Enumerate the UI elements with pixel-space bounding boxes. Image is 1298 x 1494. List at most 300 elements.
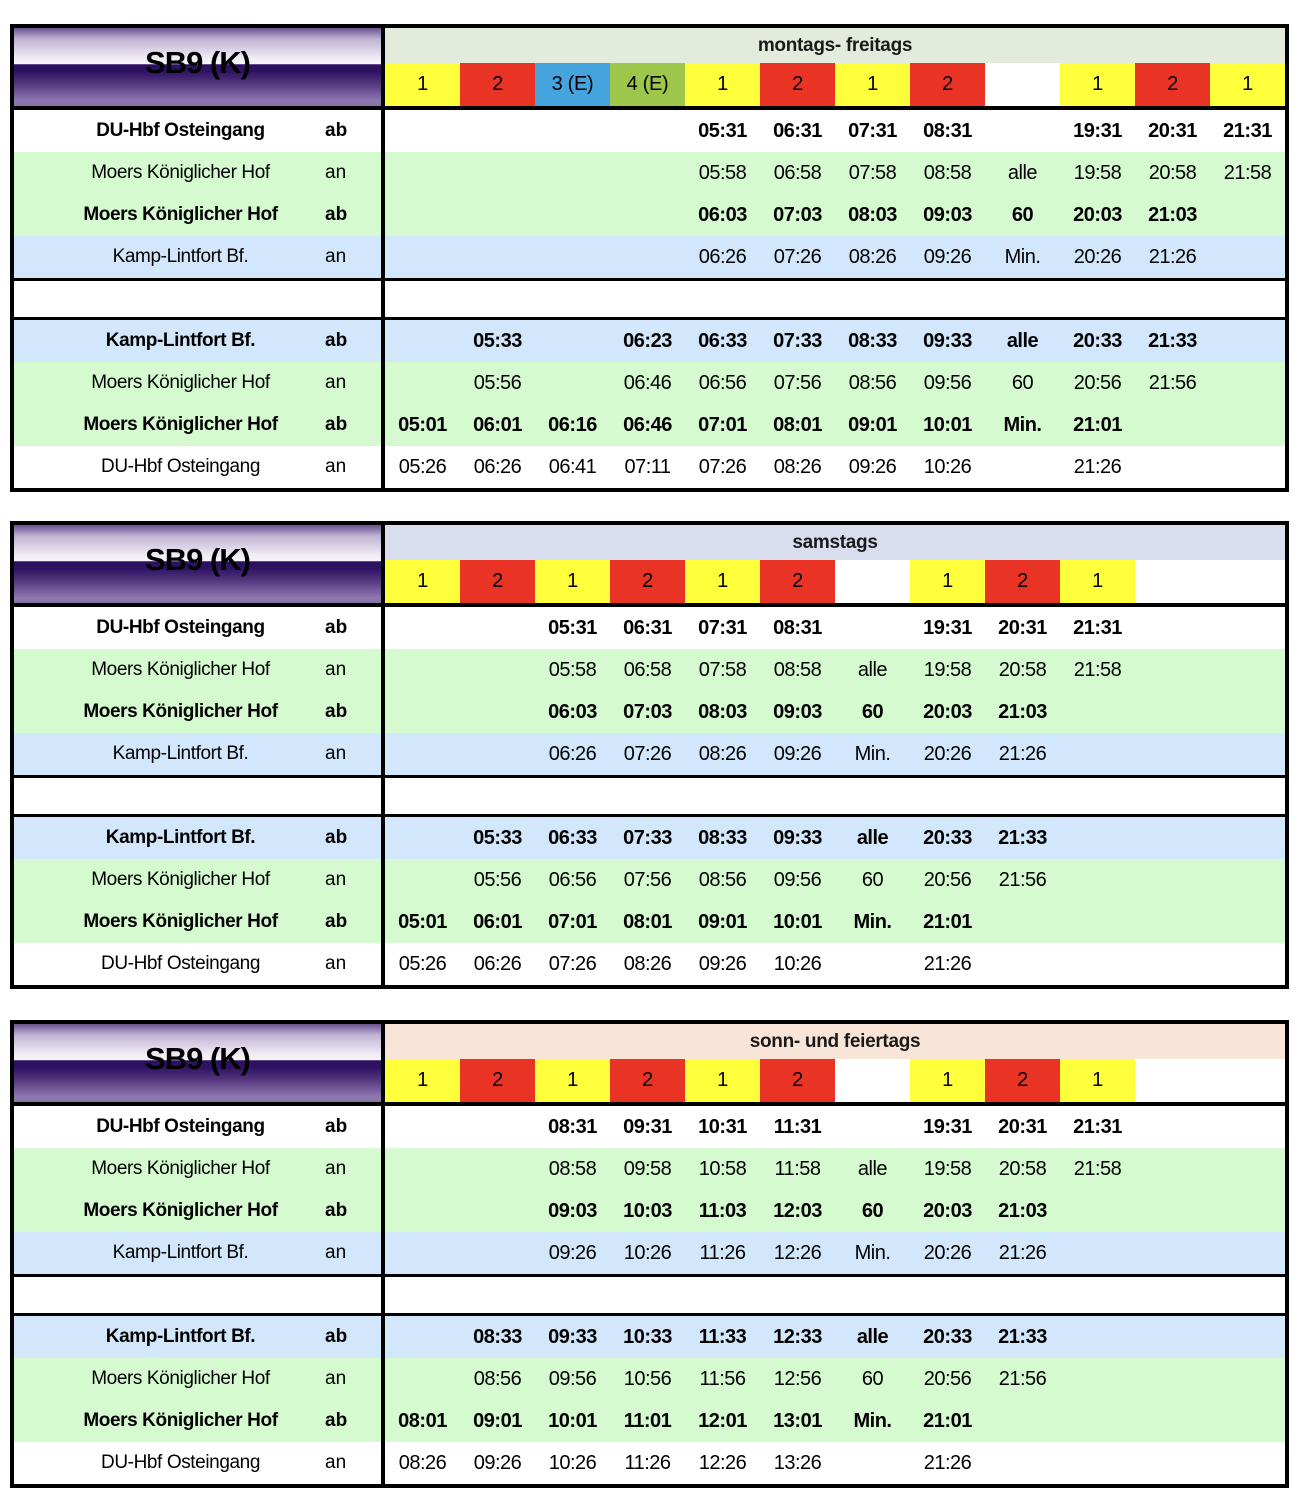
time-cell: 05:26 bbox=[398, 455, 447, 478]
time-cell-empty bbox=[1210, 943, 1285, 985]
time-cell-empty bbox=[1060, 1190, 1135, 1232]
time-cell: 20:03 bbox=[923, 700, 972, 723]
time-cell-empty bbox=[460, 194, 535, 236]
separator-row bbox=[14, 1274, 1285, 1316]
time-cell-empty bbox=[1210, 1316, 1285, 1358]
time-cell: 08:58 bbox=[548, 1157, 597, 1180]
station-cell bbox=[14, 236, 385, 278]
column-header-cell bbox=[1135, 63, 1210, 106]
station-cell bbox=[14, 649, 385, 691]
time-cell-empty bbox=[1060, 691, 1135, 733]
column-header-row bbox=[385, 63, 1285, 106]
station-cell bbox=[14, 691, 385, 733]
table-row bbox=[14, 1442, 1285, 1484]
time-cell: 10:01 bbox=[923, 413, 972, 436]
time-cell: 07:03 bbox=[773, 203, 822, 226]
table-row bbox=[14, 194, 1285, 236]
time-cell: 08:33 bbox=[698, 826, 747, 849]
time-cell-empty bbox=[835, 607, 910, 649]
table-row bbox=[14, 1232, 1285, 1274]
day-label: samstags bbox=[792, 531, 878, 553]
time-cell: 10:58 bbox=[698, 1157, 747, 1180]
time-cell: 06:46 bbox=[623, 371, 672, 394]
column-header-label: 1 bbox=[1092, 570, 1103, 592]
table-header bbox=[14, 525, 1285, 607]
time-cell-empty bbox=[1135, 901, 1210, 943]
time-cell: 09:26 bbox=[473, 1451, 522, 1474]
time-cell: 12:33 bbox=[773, 1325, 822, 1348]
table-row bbox=[14, 1106, 1285, 1148]
station-cell bbox=[14, 152, 385, 194]
column-header-label: 1 bbox=[417, 1069, 428, 1091]
column-header-cell bbox=[1135, 560, 1210, 603]
station-name: Moers Königlicher Hof bbox=[83, 1410, 278, 1431]
time-cell-empty bbox=[985, 1400, 1060, 1442]
direction-label: an bbox=[325, 869, 347, 890]
station-cell bbox=[14, 1190, 385, 1232]
station-name: Moers Königlicher Hof bbox=[91, 659, 270, 680]
time-cell-empty bbox=[385, 194, 460, 236]
column-header-row bbox=[385, 1059, 1285, 1102]
time-cell: Min. bbox=[853, 1409, 892, 1432]
column-header-cell bbox=[910, 1059, 985, 1102]
station-cell bbox=[14, 1316, 385, 1358]
time-cell: 09:56 bbox=[773, 868, 822, 891]
station-cell bbox=[14, 404, 385, 446]
station-cell bbox=[14, 320, 385, 362]
table-row bbox=[14, 691, 1285, 733]
station-cell bbox=[14, 1232, 385, 1274]
time-cell-empty bbox=[385, 1316, 460, 1358]
station-name: Kamp-Lintfort Bf. bbox=[105, 330, 256, 351]
table-row bbox=[14, 1400, 1285, 1442]
time-cell-empty bbox=[610, 236, 685, 278]
time-cell-empty bbox=[985, 110, 1060, 152]
time-cell: 07:01 bbox=[698, 413, 747, 436]
direction-label: ab bbox=[325, 204, 348, 225]
direction-label: an bbox=[325, 246, 347, 267]
time-cell: 60 bbox=[861, 868, 884, 891]
time-cell: 21:31 bbox=[1073, 1115, 1122, 1138]
time-cell: 21:56 bbox=[998, 868, 1047, 891]
station-name: Kamp-Lintfort Bf. bbox=[105, 1326, 256, 1347]
time-cell-empty bbox=[535, 194, 610, 236]
time-cell-empty bbox=[1060, 943, 1135, 985]
time-cell: 07:26 bbox=[548, 952, 597, 975]
time-cell: 19:58 bbox=[923, 1157, 972, 1180]
time-cell-empty bbox=[1135, 649, 1210, 691]
time-cell: 07:31 bbox=[698, 616, 747, 639]
time-cell: alle bbox=[856, 826, 889, 849]
time-cell: 20:33 bbox=[1073, 329, 1122, 352]
time-cell: 21:33 bbox=[998, 826, 1047, 849]
time-cell: 09:33 bbox=[923, 329, 972, 352]
time-cell: 20:26 bbox=[923, 1241, 972, 1264]
station-name: Moers Königlicher Hof bbox=[91, 372, 270, 393]
time-cell: 20:56 bbox=[923, 1367, 972, 1390]
station-cell bbox=[14, 901, 385, 943]
time-cell-empty bbox=[1135, 1190, 1210, 1232]
time-cell: 07:03 bbox=[623, 700, 672, 723]
column-header-cell bbox=[835, 560, 910, 603]
time-cell-empty bbox=[460, 110, 535, 152]
time-cell: 08:56 bbox=[698, 868, 747, 891]
column-header-cell bbox=[1210, 63, 1285, 106]
time-cell-empty bbox=[385, 817, 460, 859]
time-cell-empty bbox=[535, 236, 610, 278]
time-cell-empty bbox=[460, 1232, 535, 1274]
time-cell-empty bbox=[385, 320, 460, 362]
direction-label: ab bbox=[325, 701, 348, 722]
time-cell-empty bbox=[1210, 236, 1285, 278]
time-cell: 05:56 bbox=[473, 371, 522, 394]
time-cell: 06:58 bbox=[773, 161, 822, 184]
time-cell: 10:01 bbox=[548, 1409, 597, 1432]
line-badge bbox=[14, 28, 385, 106]
time-cell-empty bbox=[1210, 404, 1285, 446]
column-header-label: 2 bbox=[492, 73, 503, 95]
time-cell: alle bbox=[856, 1325, 889, 1348]
column-header-cell bbox=[610, 560, 685, 603]
time-cell-empty bbox=[1210, 649, 1285, 691]
station-cell bbox=[14, 943, 385, 985]
direction-label: ab bbox=[325, 330, 348, 351]
time-cell: 08:31 bbox=[548, 1115, 597, 1138]
time-cell: 11:33 bbox=[698, 1325, 747, 1348]
time-cell: 09:33 bbox=[773, 826, 822, 849]
direction-label: ab bbox=[325, 1116, 348, 1137]
time-cell-empty bbox=[1135, 943, 1210, 985]
column-header-cell bbox=[1210, 1059, 1285, 1102]
line-label: SB9 (K) bbox=[145, 45, 250, 80]
time-cell: 19:31 bbox=[1073, 119, 1122, 142]
direction-label: an bbox=[325, 1158, 347, 1179]
time-cell: 20:58 bbox=[998, 1157, 1047, 1180]
time-cell-empty bbox=[985, 446, 1060, 488]
column-header-cell bbox=[385, 63, 460, 106]
time-cell-empty bbox=[1135, 404, 1210, 446]
time-cell: 10:56 bbox=[623, 1367, 672, 1390]
time-cell: 07:26 bbox=[698, 455, 747, 478]
station-name: Moers Königlicher Hof bbox=[91, 162, 270, 183]
table-row bbox=[14, 943, 1285, 985]
time-cell-empty bbox=[385, 1190, 460, 1232]
line-label: SB9 (K) bbox=[145, 542, 250, 577]
time-cell-empty bbox=[1210, 1106, 1285, 1148]
station-name: DU-Hbf Osteingang bbox=[101, 1452, 260, 1473]
time-cell: 05:01 bbox=[398, 413, 447, 436]
column-header-cell bbox=[1060, 560, 1135, 603]
column-header-label: 2 bbox=[792, 1069, 803, 1091]
time-cell-empty bbox=[385, 649, 460, 691]
time-cell-empty bbox=[535, 362, 610, 404]
time-cell: 06:31 bbox=[773, 119, 822, 142]
column-header-cell bbox=[535, 63, 610, 106]
time-cell: 05:58 bbox=[548, 658, 597, 681]
column-header-cell bbox=[535, 1059, 610, 1102]
table-row bbox=[14, 320, 1285, 362]
time-cell: 21:03 bbox=[1148, 203, 1197, 226]
time-cell: 06:58 bbox=[623, 658, 672, 681]
direction-label: an bbox=[325, 1368, 347, 1389]
time-cell: 21:33 bbox=[998, 1325, 1047, 1348]
table-row bbox=[14, 236, 1285, 278]
direction-label: ab bbox=[325, 414, 348, 435]
time-cell: 09:01 bbox=[848, 413, 897, 436]
time-cell: 05:33 bbox=[473, 329, 522, 352]
time-cell: 09:58 bbox=[623, 1157, 672, 1180]
time-cell: 05:31 bbox=[698, 119, 747, 142]
header-right bbox=[385, 525, 1285, 603]
time-cell: 06:01 bbox=[473, 413, 522, 436]
time-cell: 21:26 bbox=[923, 952, 972, 975]
time-cell: 08:33 bbox=[848, 329, 897, 352]
time-cell: 07:58 bbox=[848, 161, 897, 184]
time-cell: 05:58 bbox=[698, 161, 747, 184]
time-cell: 21:03 bbox=[998, 1199, 1047, 1222]
time-cell: 08:01 bbox=[623, 910, 672, 933]
time-cell-empty bbox=[835, 943, 910, 985]
time-cell-empty bbox=[1210, 859, 1285, 901]
time-cell-empty bbox=[1135, 1106, 1210, 1148]
time-cell-empty bbox=[1210, 733, 1285, 775]
table-header bbox=[14, 1024, 1285, 1106]
time-cell: 10:01 bbox=[773, 910, 822, 933]
time-cell: 08:01 bbox=[773, 413, 822, 436]
column-header-label: 4 (E) bbox=[626, 73, 669, 95]
time-cell: 05:01 bbox=[398, 910, 447, 933]
station-name: Kamp-Lintfort Bf. bbox=[112, 743, 249, 764]
time-cell: 21:26 bbox=[998, 742, 1047, 765]
column-header-label: 2 bbox=[942, 73, 953, 95]
time-cell-empty bbox=[385, 362, 460, 404]
column-header-label: 2 bbox=[492, 1069, 503, 1091]
day-label: montags- freitags bbox=[757, 34, 913, 56]
time-cell: Min. bbox=[1004, 245, 1041, 268]
time-cell-empty bbox=[460, 236, 535, 278]
time-cell-empty bbox=[385, 110, 460, 152]
time-cell-empty bbox=[1060, 1316, 1135, 1358]
direction-label: ab bbox=[325, 120, 348, 141]
time-cell: 20:26 bbox=[923, 742, 972, 765]
time-cell: 06:56 bbox=[698, 371, 747, 394]
time-cell: 19:58 bbox=[1073, 161, 1122, 184]
station-cell bbox=[14, 1442, 385, 1484]
column-header-label: 2 bbox=[1167, 73, 1178, 95]
time-cell: 10:26 bbox=[773, 952, 822, 975]
time-cell: 21:58 bbox=[1073, 658, 1122, 681]
column-header-cell bbox=[835, 1059, 910, 1102]
station-name: Moers Königlicher Hof bbox=[91, 1368, 270, 1389]
time-cell: 08:01 bbox=[398, 1409, 447, 1432]
line-label: SB9 (K) bbox=[145, 1041, 250, 1076]
separator-left-cell bbox=[14, 778, 385, 814]
time-cell: 12:26 bbox=[773, 1241, 822, 1264]
time-cell-empty bbox=[1135, 1232, 1210, 1274]
time-cell: 20:03 bbox=[923, 1199, 972, 1222]
column-header-cell bbox=[760, 560, 835, 603]
time-cell-empty bbox=[1210, 1358, 1285, 1400]
time-cell: 05:31 bbox=[548, 616, 597, 639]
station-name: Moers Königlicher Hof bbox=[83, 701, 278, 722]
direction-label: an bbox=[325, 743, 347, 764]
column-header-cell bbox=[685, 1059, 760, 1102]
direction-label: an bbox=[325, 1452, 347, 1473]
column-header-cell bbox=[535, 560, 610, 603]
time-cell-empty bbox=[1060, 733, 1135, 775]
time-cell: 21:26 bbox=[1148, 245, 1197, 268]
time-cell: 07:01 bbox=[548, 910, 597, 933]
header-right bbox=[385, 1024, 1285, 1102]
time-cell-empty bbox=[1210, 446, 1285, 488]
time-cell: 21:31 bbox=[1073, 616, 1122, 639]
time-cell-empty bbox=[385, 733, 460, 775]
column-header-label: 1 bbox=[567, 1069, 578, 1091]
direction-label: ab bbox=[325, 911, 348, 932]
time-cell-empty bbox=[1060, 1232, 1135, 1274]
time-cell: 06:03 bbox=[548, 700, 597, 723]
time-cell-empty bbox=[1135, 859, 1210, 901]
time-cell: 09:26 bbox=[773, 742, 822, 765]
time-cell: 21:26 bbox=[998, 1241, 1047, 1264]
day-strip bbox=[385, 28, 1285, 63]
time-cell-empty bbox=[385, 607, 460, 649]
time-cell: 08:26 bbox=[623, 952, 672, 975]
time-cell: 10:26 bbox=[923, 455, 972, 478]
table-row bbox=[14, 362, 1285, 404]
time-cell: 60 bbox=[861, 1367, 884, 1390]
time-cell-empty bbox=[1060, 1358, 1135, 1400]
time-cell-empty bbox=[385, 1232, 460, 1274]
column-header-label: 1 bbox=[717, 570, 728, 592]
time-cell: 12:01 bbox=[698, 1409, 747, 1432]
column-header-label: 2 bbox=[792, 73, 803, 95]
time-cell: 06:26 bbox=[473, 952, 522, 975]
time-cell-empty bbox=[985, 1442, 1060, 1484]
time-cell: 13:01 bbox=[773, 1409, 822, 1432]
time-cell-empty bbox=[460, 733, 535, 775]
time-cell: 11:26 bbox=[699, 1241, 746, 1264]
time-cell-empty bbox=[1060, 817, 1135, 859]
time-cell: 20:31 bbox=[1148, 119, 1197, 142]
time-cell: 09:26 bbox=[848, 455, 897, 478]
time-cell: 11:03 bbox=[698, 1199, 747, 1222]
timetable-saturday bbox=[10, 521, 1289, 989]
column-header-cell bbox=[985, 63, 1060, 106]
time-cell-empty bbox=[985, 943, 1060, 985]
time-cell: 06:31 bbox=[623, 616, 672, 639]
time-cell: 20:56 bbox=[923, 868, 972, 891]
timetable-weekday bbox=[10, 24, 1289, 492]
time-cell-empty bbox=[1210, 1232, 1285, 1274]
time-cell-empty bbox=[1135, 446, 1210, 488]
station-cell bbox=[14, 194, 385, 236]
time-cell-empty bbox=[1210, 362, 1285, 404]
direction-label: an bbox=[325, 456, 347, 477]
column-header-row bbox=[385, 560, 1285, 603]
column-header-cell bbox=[460, 1059, 535, 1102]
time-cell: 08:31 bbox=[923, 119, 972, 142]
time-cell: 21:26 bbox=[923, 1451, 972, 1474]
direction-label: ab bbox=[325, 827, 348, 848]
time-cell: 06:26 bbox=[548, 742, 597, 765]
time-cell: 21:26 bbox=[1073, 455, 1122, 478]
time-cell: Min. bbox=[853, 910, 892, 933]
station-cell bbox=[14, 607, 385, 649]
time-cell: 08:56 bbox=[848, 371, 897, 394]
table-row bbox=[14, 607, 1285, 649]
column-header-label: 2 bbox=[492, 570, 503, 592]
time-cell-empty bbox=[385, 691, 460, 733]
time-cell-empty bbox=[835, 1106, 910, 1148]
station-name: Moers Königlicher Hof bbox=[83, 414, 278, 435]
direction-label: ab bbox=[325, 1326, 348, 1347]
time-cell-empty bbox=[1135, 607, 1210, 649]
station-cell bbox=[14, 1358, 385, 1400]
direction-label: ab bbox=[325, 617, 348, 638]
time-cell: 09:01 bbox=[473, 1409, 522, 1432]
time-cell-empty bbox=[1210, 1442, 1285, 1484]
column-header-label: 1 bbox=[717, 1069, 728, 1091]
direction-label: an bbox=[325, 953, 347, 974]
time-cell: 09:03 bbox=[773, 700, 822, 723]
table-row bbox=[14, 446, 1285, 488]
table-row bbox=[14, 152, 1285, 194]
time-cell-empty bbox=[1210, 194, 1285, 236]
time-cell: 06:03 bbox=[698, 203, 747, 226]
table-row bbox=[14, 859, 1285, 901]
time-cell-empty bbox=[385, 152, 460, 194]
table-header bbox=[14, 28, 1285, 110]
column-header-label: 1 bbox=[942, 570, 953, 592]
station-name: Kamp-Lintfort Bf. bbox=[112, 1242, 249, 1263]
column-header-label: 2 bbox=[642, 570, 653, 592]
time-cell: 21:33 bbox=[1148, 329, 1197, 352]
time-cell: 20:26 bbox=[1073, 245, 1122, 268]
time-cell: 07:26 bbox=[773, 245, 822, 268]
time-cell: 20:33 bbox=[923, 1325, 972, 1348]
time-cell: 09:56 bbox=[548, 1367, 597, 1390]
station-cell bbox=[14, 733, 385, 775]
time-cell: 07:31 bbox=[848, 119, 897, 142]
time-cell-empty bbox=[385, 1148, 460, 1190]
day-label: sonn- und feiertags bbox=[749, 1030, 921, 1052]
column-header-cell bbox=[1210, 560, 1285, 603]
column-header-label: 1 bbox=[1092, 73, 1103, 95]
time-cell: 21:56 bbox=[1148, 371, 1197, 394]
time-cell: 08:26 bbox=[698, 742, 747, 765]
time-cell-empty bbox=[535, 152, 610, 194]
station-cell bbox=[14, 1400, 385, 1442]
time-cell: 20:31 bbox=[998, 616, 1047, 639]
time-cell: 08:26 bbox=[848, 245, 897, 268]
time-cell: 09:01 bbox=[698, 910, 747, 933]
time-cell-empty bbox=[610, 194, 685, 236]
station-cell bbox=[14, 817, 385, 859]
column-header-label: 2 bbox=[792, 570, 803, 592]
station-name: DU-Hbf Osteingang bbox=[96, 617, 265, 638]
time-cell: 21:01 bbox=[923, 910, 972, 933]
time-cell: 10:33 bbox=[623, 1325, 672, 1348]
time-cell: 09:56 bbox=[923, 371, 972, 394]
time-cell: 07:56 bbox=[623, 868, 672, 891]
time-cell: 06:33 bbox=[548, 826, 597, 849]
time-cell: 21:01 bbox=[1073, 413, 1122, 436]
table-row bbox=[14, 1190, 1285, 1232]
time-cell: 07:58 bbox=[698, 658, 747, 681]
line-badge bbox=[14, 1024, 385, 1102]
time-cell: 13:26 bbox=[773, 1451, 822, 1474]
